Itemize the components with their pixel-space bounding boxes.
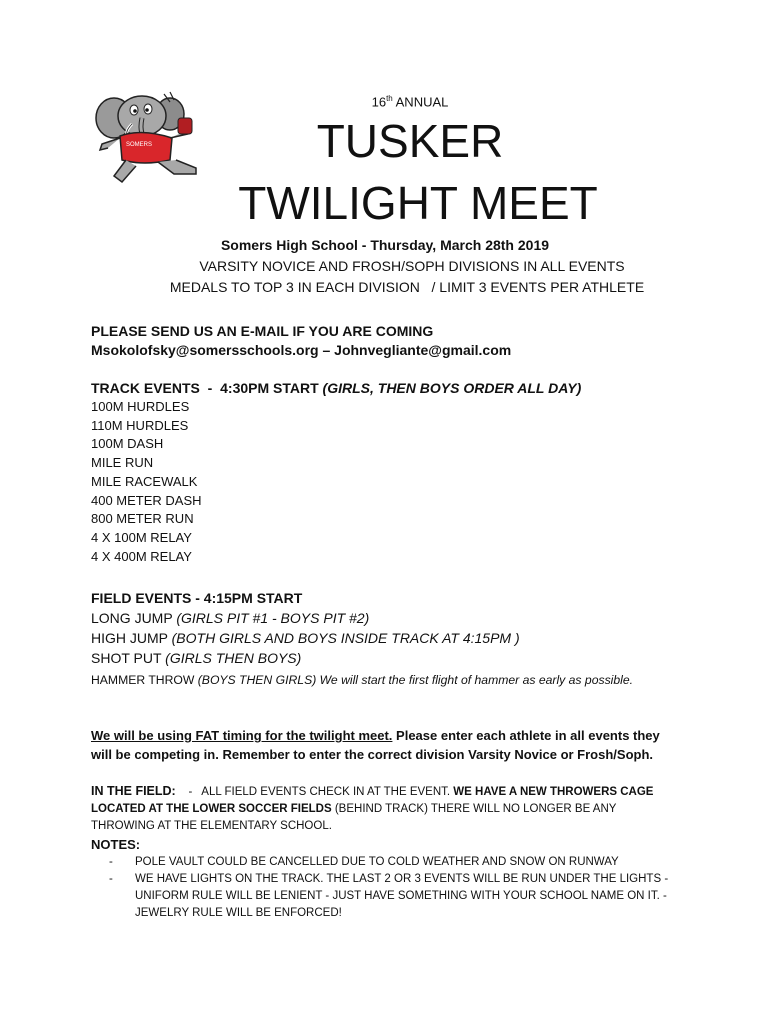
fat-timing-note: We will be using FAT timing for the twilight meet. xyxy=(91,728,393,743)
notes-item-2: - WE HAVE LIGHTS ON THE TRACK. THE LAST 2 OR 3 EVENTS WILL BE RUN UNDER THE LIGHTS - UNIFORM RULE WILL BE LENIENT - JUST HAVE SOMETHING WITH YOUR SCHOOL NAME ON IT. - JEWELRY RULE WILL BE ENFORCED! xyxy=(109,873,669,919)
list-item: LONG JUMP (GIRLS PIT #1 - BOYS PIT #2) xyxy=(91,610,370,626)
notes-item-1: - POLE VAULT COULD BE CANCELLED DUE TO COLD WEATHER AND SNOW ON RUNWAY xyxy=(109,856,619,868)
list-item: 400 METER DASH xyxy=(91,492,202,508)
annual-label: 16th ANNUAL xyxy=(371,94,449,110)
track-events-heading: TRACK EVENTS - 4:30PM START (GIRLS, THEN BOYS ORDER ALL DAY) xyxy=(91,380,582,396)
svg-text:SOMERS: SOMERS xyxy=(126,142,153,148)
list-item: 4 X 400M RELAY xyxy=(91,548,192,564)
title-line-1: TUSKER xyxy=(316,115,504,167)
track-events-list xyxy=(91,398,202,566)
contact-emails: Msokolofsky@somersschools.org – Johnvegliante@gmail.com xyxy=(91,342,512,358)
notes-heading: NOTES: xyxy=(91,837,141,852)
in-field-label: IN THE FIELD: xyxy=(91,784,176,798)
list-item: SHOT PUT (GIRLS THEN BOYS) xyxy=(91,650,302,666)
list-item: HIGH JUMP (BOTH GIRLS AND BOYS INSIDE TRACK AT 4:15PM ) xyxy=(91,630,520,646)
field-events-heading: FIELD EVENTS - 4:15PM START xyxy=(91,590,303,606)
list-item: 100M HURDLES xyxy=(91,399,190,414)
list-item: 800 METER RUN xyxy=(91,511,194,527)
timing-paragraph: We will be using FAT timing for the twilight meet. Please enter each athlete in all events they will be competing in. Remember to enter the correct division Varsity Novice or Frosh/Soph. xyxy=(91,728,660,762)
email-request-heading: PLEASE SEND US AN E-MAIL IF YOU ARE COMING xyxy=(91,323,434,339)
field-events-list xyxy=(91,608,520,668)
list-item: 110M HURDLES xyxy=(91,417,189,433)
list-item: 4 X 100M RELAY xyxy=(91,529,192,545)
track-order-note: (GIRLS, THEN BOYS ORDER ALL DAY) xyxy=(322,380,582,396)
list-item: 100M DASH xyxy=(91,436,164,452)
event-location-date: Somers High School - Thursday, March 28th 2019 xyxy=(220,237,550,253)
divisions-line: VARSITY NOVICE AND FROSH/SOPH DIVISIONS IN ALL EVENTS xyxy=(199,258,625,274)
hammer-throw-item: HAMMER THROW (BOYS THEN GIRLS) We will start the first flight of hammer as early as possible. xyxy=(91,673,634,687)
title-line-2: TWILIGHT MEET xyxy=(238,177,598,229)
in-the-field-paragraph: IN THE FIELD: - ALL FIELD EVENTS CHECK IN AT THE EVENT. WE HAVE A NEW THROWERS CAGE LOCATED AT THE LOWER SOCCER FIELDS (BEHIND TRACK) THERE WILL NO LONGER BE ANY THROWING AT THE ELEMENTARY SCHOOL. xyxy=(91,784,654,832)
list-item: MILE RUN xyxy=(91,455,154,471)
list-item: MILE RACEWALK xyxy=(91,473,198,489)
medals-line: MEDALS TO TOP 3 IN EACH DIVISION / LIMIT 3 EVENTS PER ATHLETE xyxy=(169,279,645,295)
